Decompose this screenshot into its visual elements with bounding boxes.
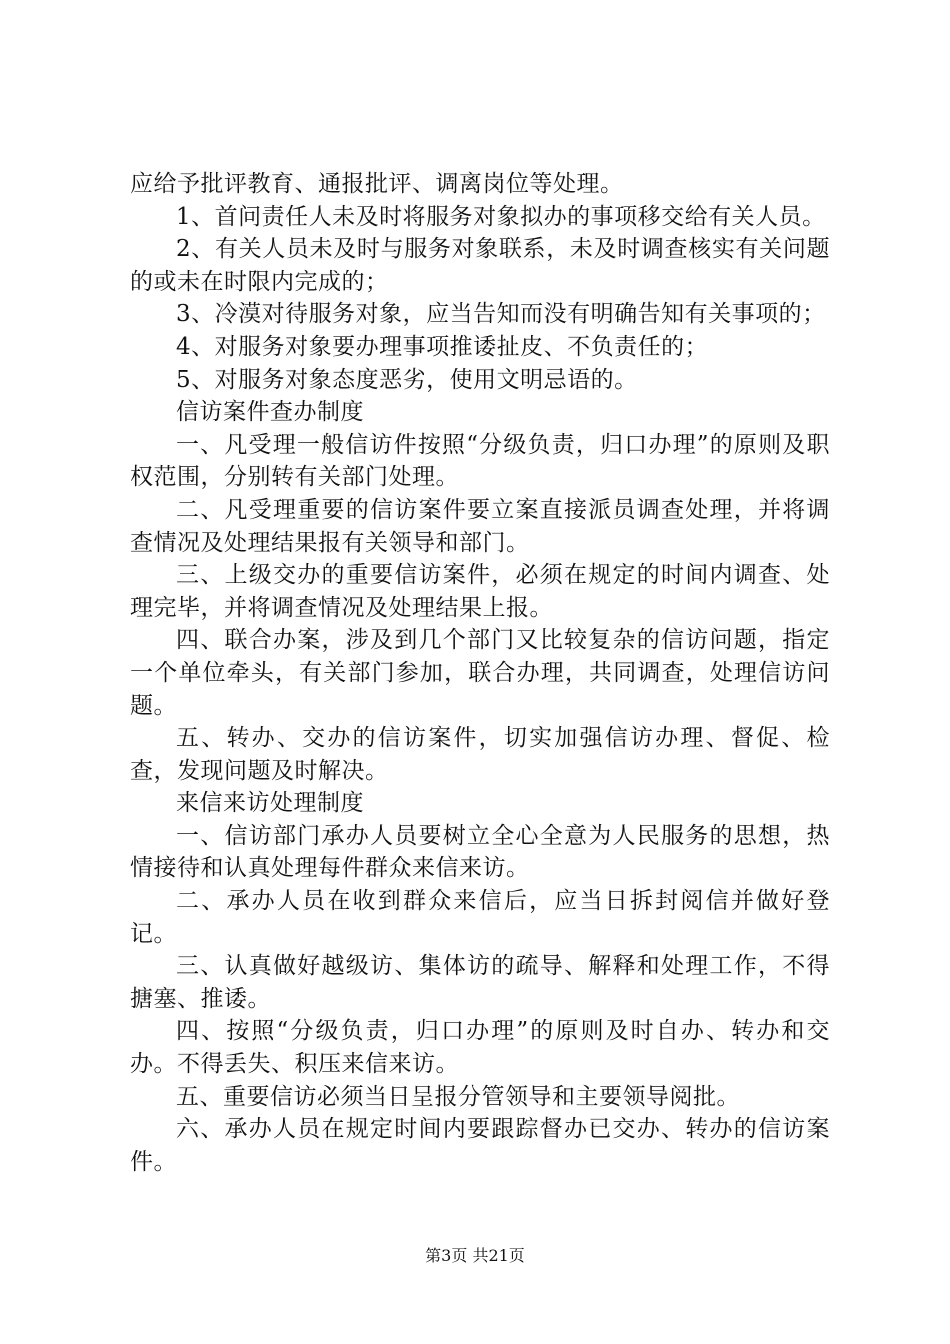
paragraph-item-3: 3、冷漠对待服务对象，应当告知而没有明确告知有关事项的； xyxy=(176,301,826,328)
paragraph-case-rule-1: 一、凡受理一般信访件按照“分级负责，归口办理”的原则及职权范围，分别转有关部门处理。 xyxy=(130,431,830,491)
section-heading-case-handling: 信访案件查办制度 xyxy=(176,399,364,426)
paragraph-continuation: 应给予批评教育、通报批评、调离岗位等处理。 xyxy=(130,171,624,197)
paragraph-visit-rule-5: 五、重要信访必须当日呈报分管领导和主要领导阅批。 xyxy=(176,1083,740,1110)
paragraph-case-rule-5: 五、转办、交办的信访案件，切实加强信访办理、督促、检查，发现问题及时解决。 xyxy=(130,725,830,784)
document-body xyxy=(130,168,830,1178)
paragraph-item-4: 4、对服务对象要办理事项推诿扯皮、不负责任的； xyxy=(176,333,709,360)
paragraph-visit-rule-4: 四、按照“分级负责，归口办理”的原则及时自办、转办和交办。不得丢失、积压来信来访。 xyxy=(130,1018,830,1078)
paragraph-visit-rule-3: 三、认真做好越级访、集体访的疏导、解释和处理工作，不得搪塞、推诿。 xyxy=(130,953,830,1012)
paragraph-case-rule-3: 三、上级交办的重要信访案件，必须在规定的时间内调查、处理完毕，并将调查情况及处理结果上报。 xyxy=(130,562,830,621)
paragraph-item-2: 2、有关人员未及时与服务对象联系，未及时调查核实有关问题的或未在时限内完成的； xyxy=(130,236,830,295)
paragraph-visit-rule-6: 六、承办人员在规定时间内要跟踪督办已交办、转办的信访案件。 xyxy=(130,1116,830,1175)
paragraph-case-rule-2: 二、凡受理重要的信访案件要立案直接派员调查处理，并将调查情况及处理结果报有关领导和部门。 xyxy=(130,496,830,556)
paragraph-visit-rule-1: 一、信访部门承办人员要树立全心全意为人民服务的思想，热情接待和认真处理每件群众来信来访。 xyxy=(130,822,830,882)
section-heading-letters-visits: 来信来访处理制度 xyxy=(176,790,364,817)
paragraph-item-5: 5、对服务对象态度恶劣，使用文明忌语的。 xyxy=(176,366,638,393)
paragraph-case-rule-4: 四、联合办案，涉及到几个部门又比较复杂的信访问题，指定一个单位牵头，有关部门参加，联合办理，共同调查，处理信访问题。 xyxy=(130,627,830,719)
paragraph-visit-rule-2: 二、承办人员在收到群众来信后，应当日拆封阅信并做好登记。 xyxy=(130,888,830,947)
page-number-footer: 第3页 共21页 xyxy=(425,1246,525,1265)
paragraph-item-1: 1、首问责任人未及时将服务对象拟办的事项移交给有关人员。 xyxy=(176,203,826,230)
